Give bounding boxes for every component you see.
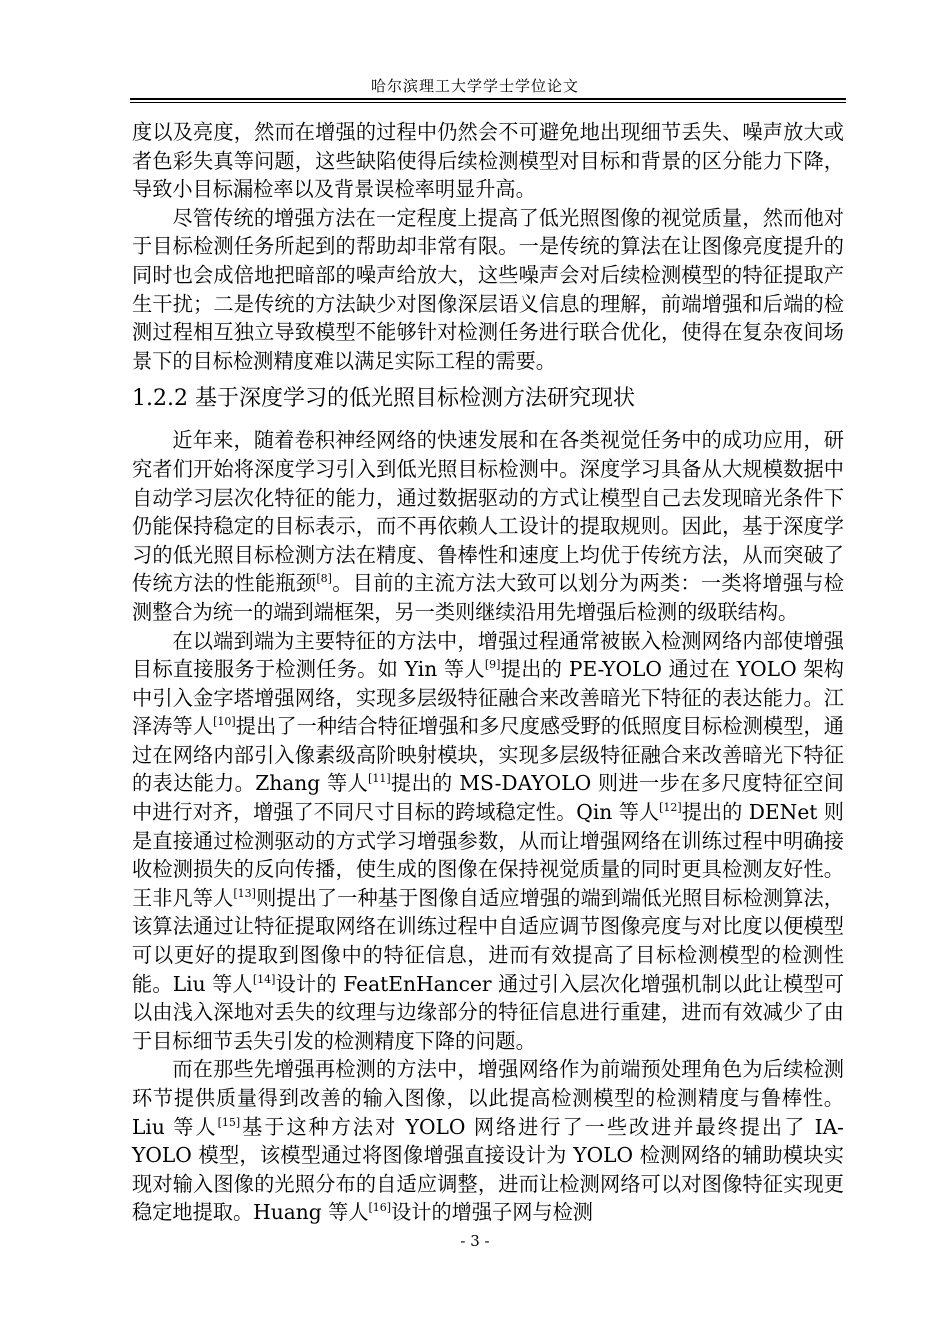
text-run: 则提出了一种基于图像自适应增强的端到端低光照目标检测算法，该算法通过让特征提取网络在训练过程中自适应调节图像亮度与对比度以便模型可以更好的提取到图像中的特征信息，进而有效提高了目标检测模型的检测性能。Liu 等人 bbox=[132, 885, 844, 996]
paragraph bbox=[132, 204, 844, 376]
citation-ref: [13] bbox=[233, 886, 256, 900]
text-run: 而在那些先增强再检测的方法中，增强网络作为前端预处理角色为后续检测环节提供质量得到改善的输入图像，以此提高检测模型的检测精度与鲁棒性。Liu 等人 bbox=[132, 1057, 844, 1139]
text-run: 提出的 PE-YOLO 通过在 YOLO 架构中引入金字塔增强网络，实现多层级特征融合来改善暗光下特征的表达能力。江泽涛等人 bbox=[132, 657, 844, 739]
citation-ref: [12] bbox=[659, 801, 682, 815]
paragraph bbox=[132, 118, 844, 204]
running-header-title: 哈尔滨理工大学学士学位论文 bbox=[370, 77, 579, 95]
text-run: 提出的 MS-DAYOLO 则进一步在多尺度特征空间中进行对齐，增强了不同尺寸目标的跨域稳定性。Qin 等人 bbox=[132, 771, 844, 825]
paragraph bbox=[132, 627, 844, 1056]
citation-ref: [11] bbox=[368, 772, 391, 786]
paragraph bbox=[132, 426, 844, 626]
text-run: 度以及亮度，然而在增强的过程中仍然会不可避免地出现细节丢失、噪声放大或者色彩失真等问题，这些缺陷使得后续检测模型对目标和背景的区分能力下降，导致小目标漏检率以及背景误检率明显升高。 bbox=[132, 120, 844, 202]
citation-ref: [14] bbox=[252, 972, 276, 986]
text-run: 提出的 DENet 则是直接通过检测驱动的方式学习增强参数，从而让增强网络在训练过程中明确接收检测损失的反向传播，使生成的图像在保持视觉质量的同时更具检测友好性。王非凡等人 bbox=[132, 800, 844, 910]
text-run: 基于这种方法对 YOLO 网络进行了一些改进并最终提出了 IA-YOLO 模型，该模型通过将图像增强直接设计为 YOLO 检测网络的辅助模块实现对输入图像的光照分布的自适应调整，进而让检测网络可以对图像特征实现更稳定地提取。Huang 等人 bbox=[132, 1114, 845, 1225]
text-run: 设计的增强子网与检测 bbox=[391, 1200, 593, 1225]
text-run: 。目前的主流方法大致可以划分为两类：一类将增强与检测整合为统一的端到端框架，另一类则继续沿用先增强后检测的级联结构。 bbox=[132, 571, 844, 624]
page-number: - 3 - bbox=[460, 1232, 490, 1250]
text-run: 尽管传统的增强方法在一定程度上提高了低光照图像的视觉质量，然而他对于目标检测任务所起到的帮助却非常有限。一是传统的算法在让图像亮度提升的同时也会成倍地把暗部的噪声给放大，这些噪声会对后续检测模型的特征提取产生干扰；二是传统的方法缺少对图像深层语义信息的理解，前端增强和后端的检测过程相互独立导致模型不能够针对检测任务进行联合优化，使得在复杂夜间场景下的目标检测精度难以满足实际工程的需要。 bbox=[132, 205, 844, 373]
page-body bbox=[132, 118, 844, 1227]
citation-ref: [9] bbox=[484, 658, 501, 672]
text-run: 设计的 FeatEnHancer 通过引入层次化增强机制以此让模型可以由浅入深地对丢失的纹理与边缘部分的特征信息进行重建，进而有效减少了由于目标细节丢失引发的检测精度下降的问题。 bbox=[132, 971, 844, 1053]
text-run: 近年来，随着卷积神经网络的快速发展和在各类视觉任务中的成功应用，研究者们开始将深度学习引入到低光照目标检测中。深度学习具备从大规模数据中自动学习层次化特征的能力，通过数据驱动的方式让模型自己去发现暗光条件下仍能保持稳定的目标表示，而不再依赖人工设计的提取规则。因此，基于深度学习的低光照目标检测方法在精度、鲁棒性和速度上均优于传统方法，从而突破了传统方法的性能瓶颈 bbox=[132, 428, 844, 596]
citation-ref: [8] bbox=[316, 572, 332, 586]
citation-ref: [10] bbox=[213, 715, 236, 729]
text-run: 提出了一种结合特征增强和多尺度感受野的低照度目标检测模型，通过在网络内部引入像素级高阶映射模块，实现多层级特征融合来改善暗光下特征的表达能力。Zhang 等人 bbox=[132, 714, 844, 796]
body-text-before bbox=[132, 118, 844, 375]
section-heading: 1.2.2 基于深度学习的低光照目标检测方法研究现状 bbox=[132, 386, 635, 412]
header-rule bbox=[130, 98, 846, 100]
header-rule-thin bbox=[130, 102, 846, 103]
citation-ref: [15] bbox=[217, 1115, 241, 1129]
paragraph bbox=[132, 1055, 844, 1227]
citation-ref: [16] bbox=[368, 1201, 392, 1215]
body-text-after bbox=[132, 426, 844, 1227]
text-run: 在以端到端为主要特征的方法中，增强过程通常被嵌入检测网络内部使增强目标直接服务于检测任务。如 Yin 等人 bbox=[132, 628, 844, 682]
